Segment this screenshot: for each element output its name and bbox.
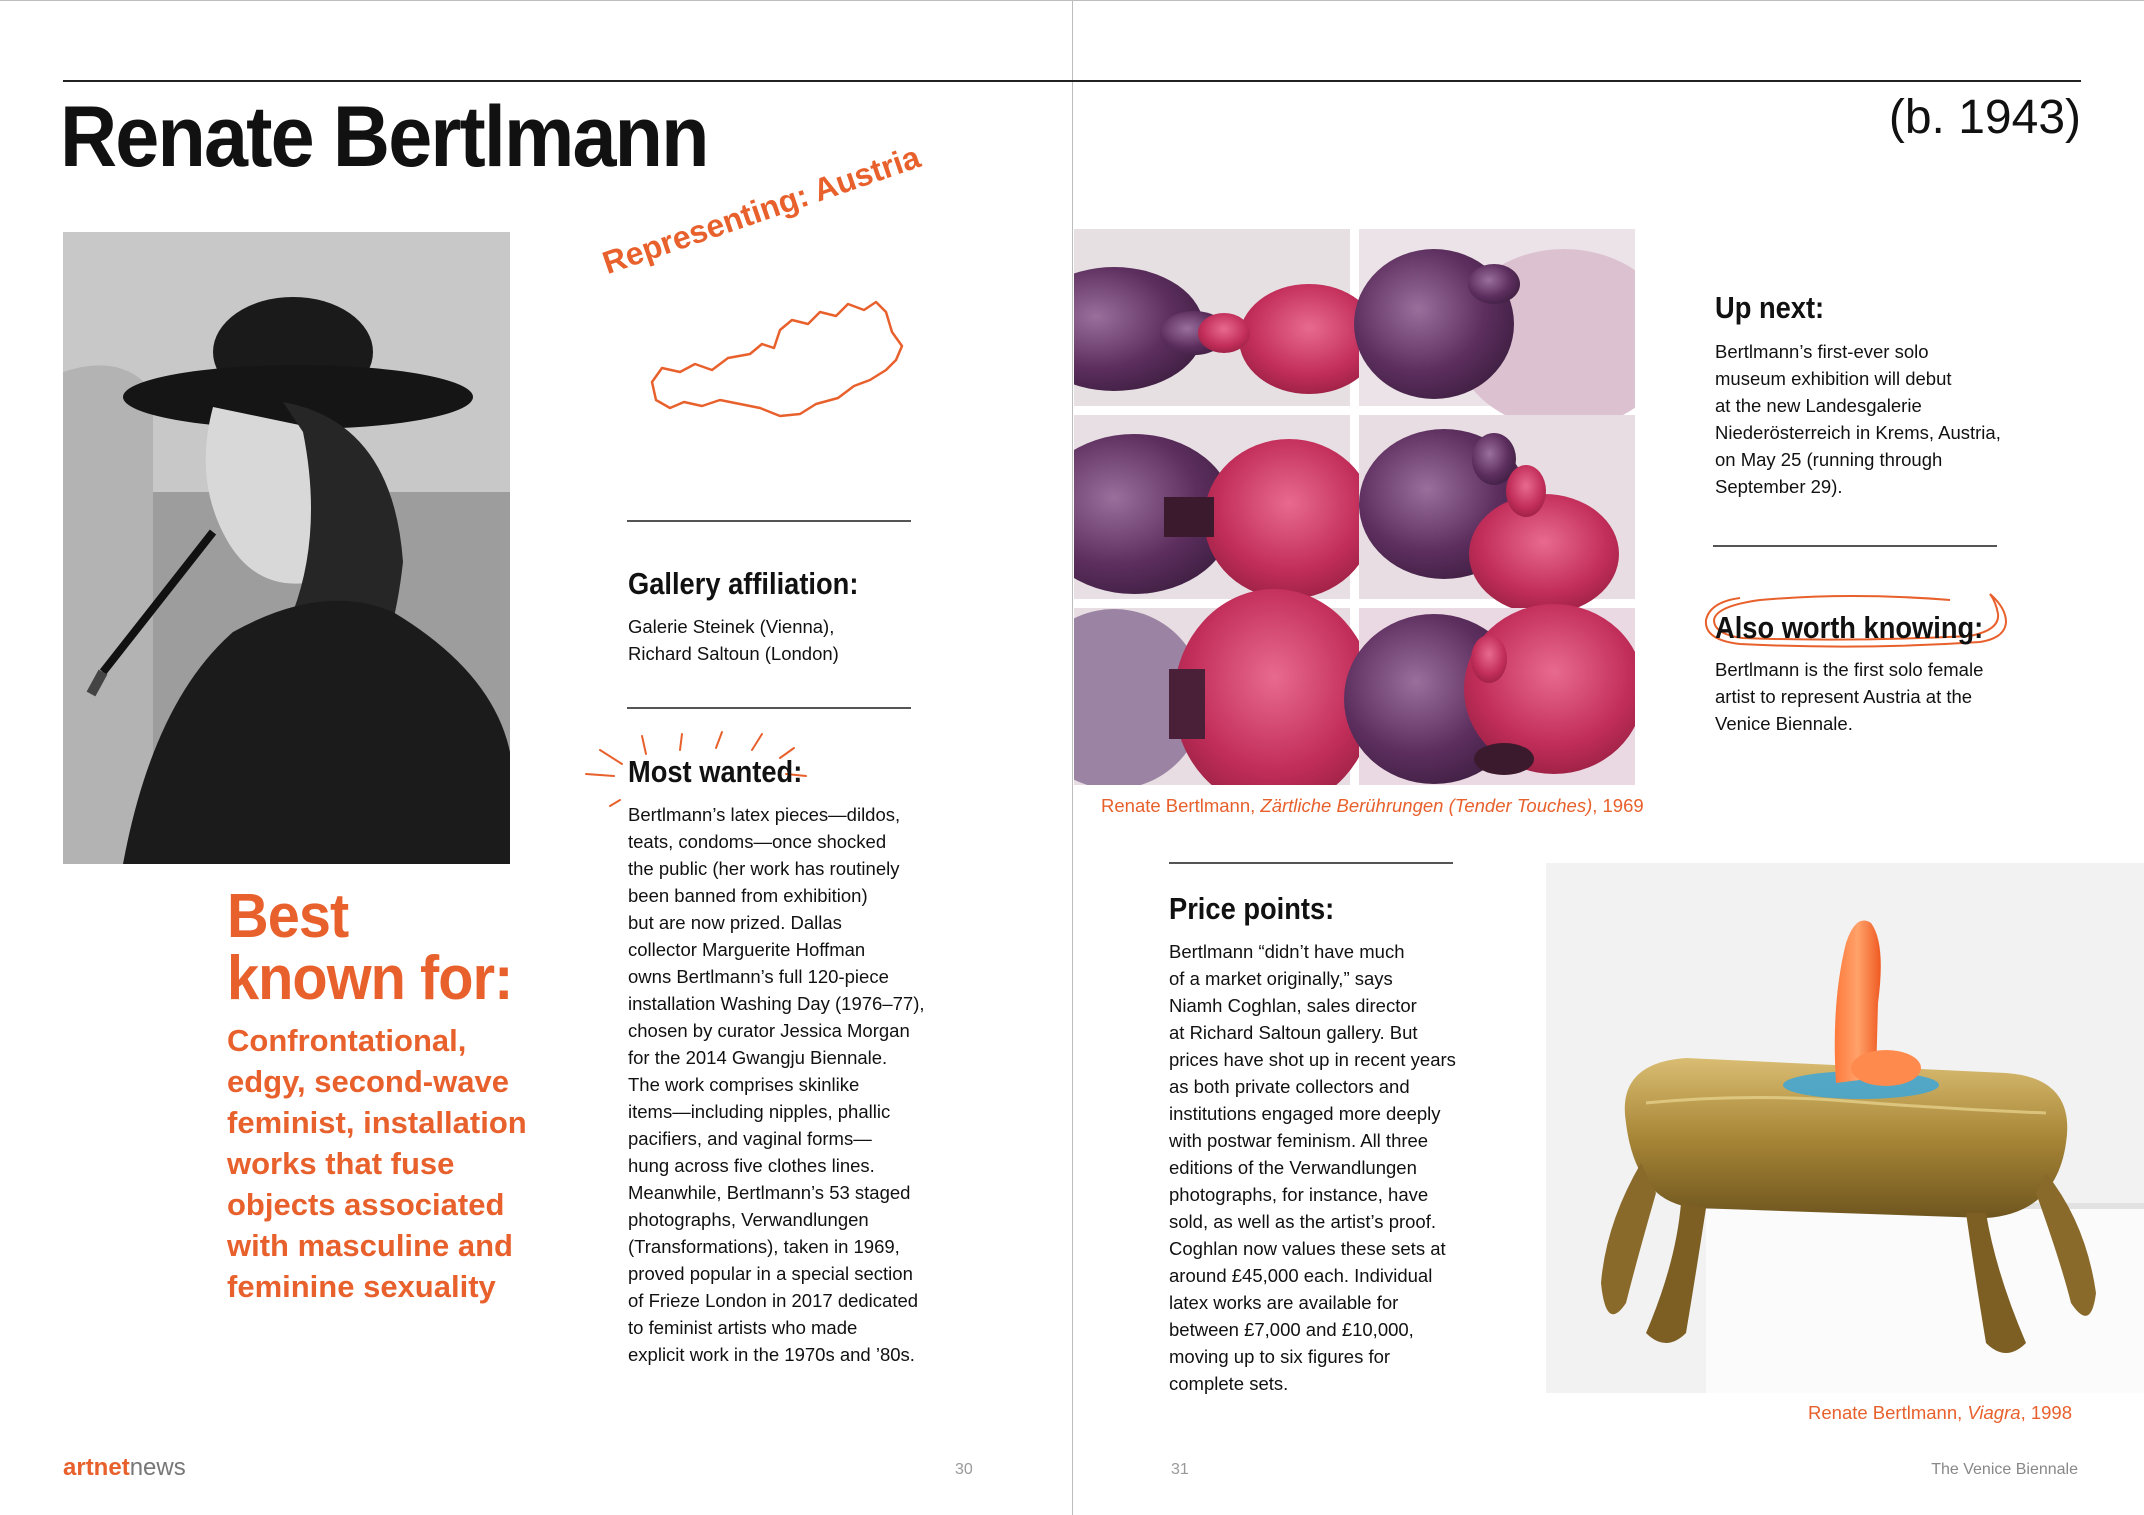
text-line: owns Bertlmann’s full 120-piece [628,966,889,987]
text-line: photographs, for instance, have [1169,1184,1429,1205]
text-line: museum exhibition will debut [1715,368,1952,389]
photo-caption-viagra [1808,1402,2072,1424]
text-line: with postwar feminism. All three [1169,1130,1429,1151]
text-line: Niamh Coghlan, sales director [1169,995,1417,1016]
text-line: Bertlmann’s latex pieces—dildos, [628,804,901,825]
best-known-heading-line-1: Best [227,882,349,951]
text-line: moving up to six figures for [1169,1346,1391,1367]
text-line: Bertlmann’s first-ever solo [1715,341,1929,362]
text-line: artist to represent Austria at the [1715,686,1973,707]
artist-name: Renate Bertlmann [60,89,708,185]
price-points-heading: Price points: [1169,891,1335,926]
austria-map-icon [640,290,910,425]
up-next-heading: Up next: [1715,290,1825,325]
text-line: pacifiers, and vaginal forms— [628,1128,872,1149]
header-rule [63,80,2081,82]
text-line: photographs, Verwandlungen [628,1209,869,1230]
text-line: items—including nipples, phallic [628,1101,891,1122]
section-divider [627,520,911,522]
text-line: as both private collectors and [1169,1076,1410,1097]
page-gutter [1072,0,1073,1515]
caption-artwork-title: Viagra [1967,1402,2021,1423]
text-line: latex works are available for [1169,1292,1399,1313]
section-divider [627,707,911,709]
text-line: between £7,000 and £10,000, [1169,1319,1414,1340]
gallery-affiliation-heading: Gallery affiliation: [628,566,859,601]
price-points-text [1169,938,1469,1397]
caption-artwork-title: Zärtliche Berührungen (Tender Touches) [1260,795,1593,816]
text-line: Meanwhile, Bertlmann’s 53 staged [628,1182,911,1203]
section-divider [1169,862,1453,864]
text-line: Bertlmann “didn’t have much [1169,941,1405,962]
photo-tile-5 [1074,589,1374,785]
text-line: institutions engaged more deeply [1169,1103,1441,1124]
logo-news: news [129,1454,186,1481]
text-line: proved popular in a special section [628,1263,913,1284]
photo-caption-tender-touches [1101,795,1644,817]
text-line: of Frieze London in 2017 dedicated [628,1290,919,1311]
text-line: Richard Saltoun (London) [628,643,839,664]
text-line: but are now prized. Dallas [628,912,842,933]
text-line: complete sets. [1169,1373,1289,1394]
text-line: been banned from exhibition) [628,885,868,906]
text-line: hung across five clothes lines. [628,1155,875,1176]
representing-label: Representing: Austria [597,138,925,282]
page-number-left: 30 [955,1461,973,1478]
text-line: (Transformations), taken in 1969, [628,1236,900,1257]
text-line: around £45,000 each. Individual [1169,1265,1433,1286]
caption-suffix: , 1998 [2020,1402,2072,1423]
best-known-heading-line-2: known for: [227,944,513,1013]
text-line: the public (her work has routinely [628,858,900,879]
viagra-artwork-photo [1546,863,2144,1393]
most-wanted-heading: Most wanted: [628,754,803,789]
text-line: editions of the Verwandlungen [1169,1157,1417,1178]
text-line: Galerie Steinek (Vienna), [628,616,835,637]
text-line: September 29). [1715,476,1843,497]
photo-tile-6 [1344,604,1635,785]
text-line: teats, condoms—once shocked [628,831,887,852]
text-line: The work comprises skinlike [628,1074,860,1095]
best-known-text: Confrontational, edgy, second-wave feminist, installation works that fuse objects associated with masculine and feminine sexuality [227,1023,527,1304]
text-line: collector Marguerite Hoffman [628,939,866,960]
caption-suffix: , 1969 [1592,795,1644,816]
text-line: prices have shot up in recent years [1169,1049,1456,1070]
logo-artnet: artnet [63,1454,130,1481]
artnet-news-logo [63,1454,186,1482]
text-line: at Richard Saltoun gallery. But [1169,1022,1418,1043]
text-line: on May 25 (running through [1715,449,1943,470]
birth-year: (b. 1943) [1888,91,2081,144]
page-number-right: 31 [1171,1461,1189,1478]
best-known-heading [227,882,513,1013]
photo-tile-3 [1074,415,1374,599]
also-worth-knowing-heading: Also worth knowing: [1715,610,1984,645]
text-line: at the new Landesgalerie [1715,395,1922,416]
photo-tile-4 [1359,415,1635,614]
section-divider [1713,545,1997,547]
caption-prefix: Renate Bertlmann, [1808,1402,1968,1423]
up-next-text [1715,338,2015,500]
text-line: Venice Biennale. [1715,713,1853,734]
text-line: Coghlan now values these sets at [1169,1238,1446,1259]
text-line: explicit work in the 1970s and ’80s. [628,1344,915,1365]
most-wanted-text [628,801,928,1368]
also-worth-knowing-text [1715,656,2015,737]
text-line: Bertlmann is the first solo female [1715,659,1984,680]
artist-portrait-photo [63,232,510,864]
caption-prefix: Renate Bertlmann, [1101,795,1261,816]
text-line: of a market originally,” says [1169,968,1393,989]
tender-touches-photo-grid [1074,229,1635,785]
text-line: sold, as well as the artist’s proof. [1169,1211,1437,1232]
photo-tile-1 [1074,229,1379,406]
text-line: to feminist artists who made [628,1317,858,1338]
gallery-affiliation-text [628,613,918,667]
text-line: Niederösterreich in Krems, Austria, [1715,422,2001,443]
text-line: chosen by curator Jessica Morgan [628,1020,910,1041]
text-line: installation Washing Day (1976–77), [628,993,925,1014]
running-title: The Venice Biennale [1931,1461,2078,1478]
photo-tile-2 [1354,229,1635,429]
text-line: for the 2014 Gwangju Biennale. [628,1047,888,1068]
